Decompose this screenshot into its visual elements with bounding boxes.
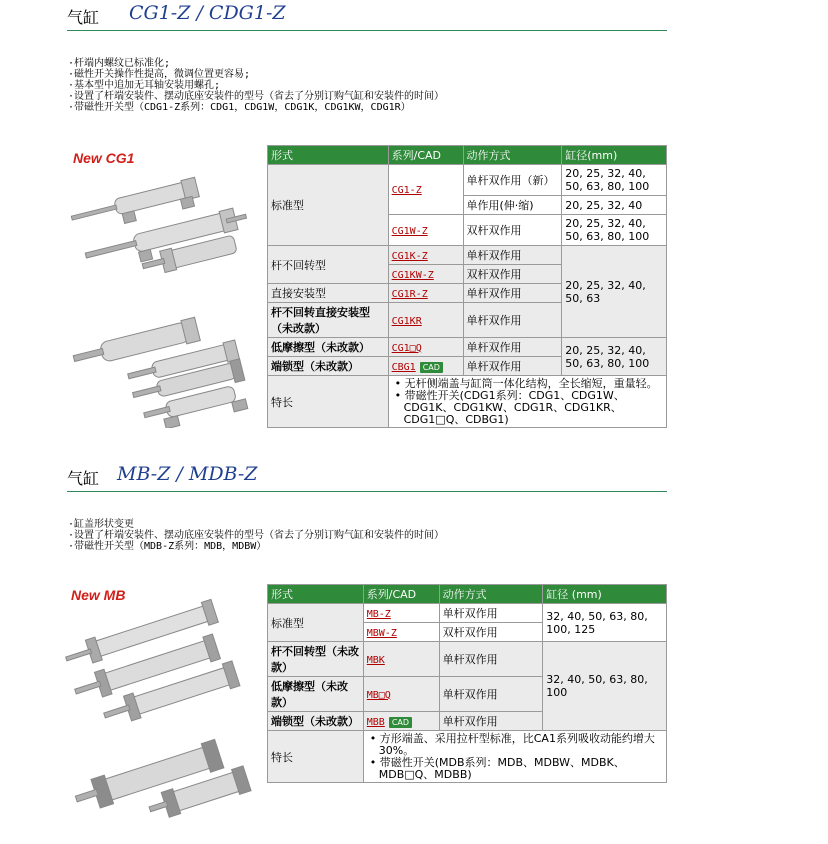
type-cell: 直接安装型 — [268, 284, 389, 303]
section-title-row — [67, 0, 667, 31]
series-link-mbb[interactable]: MBB — [366, 716, 385, 728]
series-link-cg1kz[interactable]: CG1K-Z — [391, 250, 428, 262]
action-cell: 单杆双作用 — [439, 712, 543, 731]
type-cell: 低摩擦型（未改款） — [268, 338, 389, 357]
bore-cell: 20, 25, 32, 40 — [562, 196, 667, 215]
type-cell: 端锁型（未改款） — [268, 712, 364, 731]
table-row — [268, 246, 667, 265]
series-link-cg1q[interactable]: CG1□Q — [391, 342, 422, 354]
series-cell — [388, 246, 463, 265]
action-cell: 单作用(伸·缩) — [463, 196, 562, 215]
header-bore: 缸径 (mm) — [543, 585, 667, 604]
cad-badge[interactable]: CAD — [389, 717, 412, 728]
action-cell: 单杆双作用 — [463, 338, 562, 357]
bullet-item: ·缸盖形状变更 — [68, 519, 135, 530]
features-cell — [388, 376, 666, 428]
table-header-row — [268, 146, 667, 165]
series-link-cg1z[interactable]: CG1-Z — [391, 185, 422, 196]
action-cell: 双杆双作用 — [463, 265, 562, 284]
cad-badge[interactable]: CAD — [420, 362, 443, 373]
type-cell: 特长 — [268, 731, 364, 783]
series-cell — [388, 338, 463, 357]
action-cell: 单杆双作用 — [463, 284, 562, 303]
section-mb — [67, 461, 667, 492]
bullet-item: ·基本型中追加无耳轴安装用螺孔; — [68, 80, 221, 91]
series-cell — [363, 623, 439, 642]
series-cell — [363, 642, 439, 677]
series-link-cg1wz[interactable]: CG1W-Z — [391, 225, 428, 237]
type-cell: 低摩擦型（未改款） — [268, 677, 364, 712]
action-cell: 双杆双作用 — [463, 215, 562, 246]
table-row — [268, 376, 667, 428]
series-cell — [363, 604, 439, 623]
bullet-item: ·带磁性开关型（MDB-Z系列：MDB，MDBW） — [68, 541, 267, 552]
action-cell: 双杆双作用 — [439, 623, 543, 642]
new-cg1-label: New CG1 — [73, 150, 135, 166]
table-header-row — [268, 585, 667, 604]
feature-bullets-cg1 — [68, 58, 444, 113]
header-bore: 缸径(mm) — [562, 146, 667, 165]
bullet-item: ·带磁性开关型（CDG1-Z系列：CDG1，CDG1W，CDG1K，CDG1KW，CDG1R） — [68, 102, 411, 113]
series-cell — [388, 284, 463, 303]
series-cell — [388, 215, 463, 246]
bullet-item: ·磁性开关操作性提高，微调位置更容易; — [68, 69, 251, 80]
features-cell — [363, 731, 666, 783]
bore-cell: 20, 25, 32, 40, 50, 63 — [562, 246, 667, 338]
series-link-mbwz[interactable]: MBW-Z — [366, 627, 397, 639]
section-cg1 — [67, 0, 667, 31]
bullet-item: ·设置了杆端安装件、摆动底座安装件的型号（省去了分别订购气缸和安装件的时间） — [68, 91, 445, 102]
header-series: 系列/CAD — [388, 146, 463, 165]
type-cell: 标准型 — [268, 604, 364, 642]
table-row — [268, 338, 667, 357]
mb-spec-table — [267, 584, 667, 783]
header-type: 形式 — [268, 585, 364, 604]
series-link-mbq[interactable]: MB□Q — [366, 689, 391, 701]
series-cell — [388, 165, 463, 215]
bore-cell: 20, 25, 32, 40, 50, 63, 80, 100 — [562, 165, 667, 196]
series-cell — [388, 303, 463, 338]
bore-cell: 20, 25, 32, 40, 50, 63, 80, 100 — [562, 215, 667, 246]
action-cell: 单杆双作用 — [439, 677, 543, 712]
mb-cylinder-photo — [62, 590, 262, 825]
type-cell: 杆不回转型（未改款） — [268, 642, 364, 677]
series-cell — [363, 677, 439, 712]
new-mb-label: New MB — [71, 587, 126, 603]
feature-line: • 带磁性开关(MDB系列：MDB、MDBW、MDBK、MDB□Q、MDBB) — [369, 755, 625, 781]
series-link-cg1kwz[interactable]: CG1KW-Z — [391, 269, 434, 281]
series-link-mbz[interactable]: MB-Z — [366, 608, 391, 620]
action-cell: 单杆双作用（新） — [463, 165, 562, 196]
cg1-spec-table — [267, 145, 667, 428]
header-action: 动作方式 — [463, 146, 562, 165]
feature-bullets-mb — [68, 519, 444, 552]
feature-line: • 方形端盖、采用拉杆型标准，比CA1系列吸收动能约增大30%。 — [369, 731, 655, 757]
series-link-cbg1[interactable]: CBG1 — [391, 361, 416, 373]
type-cell: 标准型 — [268, 165, 389, 246]
cg1-cylinder-photo — [62, 168, 262, 428]
header-type: 形式 — [268, 146, 389, 165]
bore-cell: 32, 40, 50, 63, 80, 100, 125 — [543, 604, 667, 642]
table-row — [268, 604, 667, 623]
bullet-item: ·杆端内螺纹已标准化; — [68, 58, 171, 69]
bore-cell: 32, 40, 50, 63, 80, 100 — [543, 642, 667, 731]
series-link-mbk[interactable]: MBK — [366, 654, 385, 666]
section-title-cn: 气缸 — [67, 469, 100, 488]
type-cell: 端锁型（未改款） — [268, 357, 389, 376]
section-title-row — [67, 461, 667, 492]
type-cell: 杆不回转型 — [268, 246, 389, 284]
bullet-item: ·设置了杆端安装件、摆动底座安装件的型号（省去了分别订购气缸和安装件的时间） — [68, 530, 445, 541]
table-row — [268, 731, 667, 783]
series-cell — [388, 265, 463, 284]
series-link-cg1kr[interactable]: CG1KR — [391, 315, 422, 327]
bore-cell: 20, 25, 32, 40, 50, 63, 80, 100 — [562, 338, 667, 376]
header-action: 动作方式 — [439, 585, 543, 604]
header-series: 系列/CAD — [363, 585, 439, 604]
section-title-model: CG1-Z / CDG1-Z — [129, 2, 286, 24]
action-cell: 单杆双作用 — [439, 642, 543, 677]
action-cell: 单杆双作用 — [463, 246, 562, 265]
feature-line: • 无杆侧端盖与缸筒一体化结构，全长缩短，重量轻。 — [394, 376, 658, 390]
series-link-cg1rz[interactable]: CG1R-Z — [391, 288, 428, 300]
series-cell — [388, 357, 463, 376]
section-title-cn: 气缸 — [67, 8, 100, 27]
action-cell: 单杆双作用 — [463, 357, 562, 376]
series-cell — [363, 712, 439, 731]
action-cell: 单杆双作用 — [439, 604, 543, 623]
feature-line: • 带磁性开关(CDG1系列：CDG1、CDG1W、CDG1K、CDG1KW、CDG1R、CDG1KR、CDG1□Q、CDBG1) — [394, 388, 625, 426]
action-cell: 单杆双作用 — [463, 303, 562, 338]
type-cell: 特长 — [268, 376, 389, 428]
table-row — [268, 165, 667, 196]
section-title-model: MB-Z / MDB-Z — [117, 463, 258, 485]
type-cell: 杆不回转直接安装型（未改款） — [268, 303, 389, 338]
table-row — [268, 642, 667, 677]
